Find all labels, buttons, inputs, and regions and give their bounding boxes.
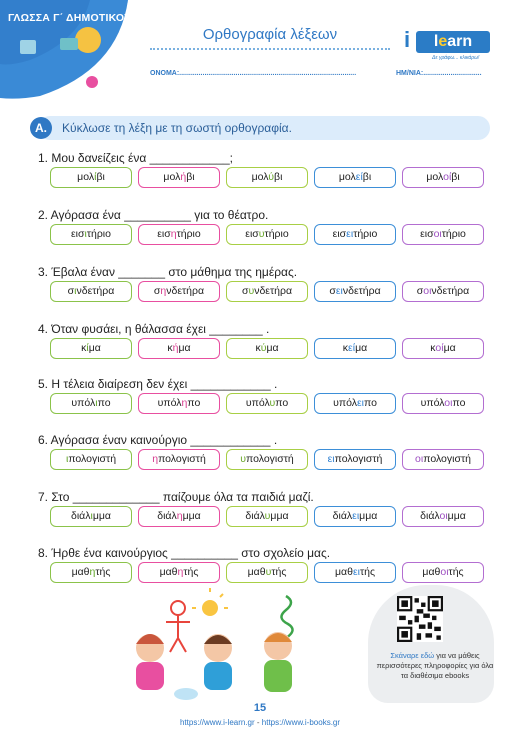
answer-option[interactable] [50, 449, 132, 470]
highlighted-letters: η [89, 566, 96, 578]
word-part: πο [275, 397, 289, 409]
answer-option[interactable] [314, 562, 396, 583]
name-field[interactable]: ΟΝΟΜΑ:........................................................................................... [150, 70, 357, 77]
word-part: πο [363, 397, 377, 409]
logo-letter-i: i [404, 27, 411, 52]
word-part: τήριο [86, 228, 111, 240]
word-part: τήριο [353, 228, 378, 240]
word-part: μολ [251, 171, 269, 183]
highlighted-letters: εί [348, 342, 356, 354]
highlighted-letters: οι [415, 453, 424, 465]
highlighted-letters: ή [180, 171, 187, 183]
word-part: μαθ [247, 566, 266, 578]
word-part: νδετήρα [431, 285, 470, 297]
word-part: διάλ [157, 510, 177, 522]
answer-option[interactable] [226, 393, 308, 414]
word-part: τήριο [264, 228, 289, 240]
answer-option[interactable] [50, 281, 132, 302]
footer-link-ibooks[interactable]: https://www.i-books.gr [261, 718, 341, 727]
word-part: τής [448, 566, 464, 578]
highlighted-letters: ί [86, 342, 89, 354]
answer-option[interactable] [314, 449, 396, 470]
question-text: 5. Η τέλεια διαίρεση δεν έχει ____________ . [38, 377, 278, 391]
answer-option[interactable] [314, 281, 396, 302]
logo-word: learn [416, 31, 490, 53]
answer-option[interactable] [138, 506, 220, 527]
word-part: μμα [447, 510, 466, 522]
word-part: σ [241, 285, 249, 297]
answer-option[interactable] [314, 393, 396, 414]
word-part: βι [362, 171, 372, 183]
word-part: εισ [157, 228, 171, 240]
word-part: νδετήρα [76, 285, 115, 297]
highlighted-letters: υ [264, 510, 271, 522]
word-part: μα [266, 342, 279, 354]
footer-links: https://www.i-learn.gr - https://www.i-books.gr [179, 718, 341, 727]
highlighted-letters: ί [94, 171, 97, 183]
word-part: υπόλ [71, 397, 96, 409]
word-part: μαθ [71, 566, 90, 578]
word-part: τής [359, 566, 376, 578]
highlighted-letters: οί [435, 342, 444, 354]
answer-option[interactable] [402, 167, 484, 188]
answer-option[interactable] [226, 506, 308, 527]
word-part: νδετήρα [166, 285, 205, 297]
word-part: νδετήρα [342, 285, 381, 297]
word-part: τής [95, 566, 111, 578]
question-text: 6. Αγόρασα έναν καινούργιο ____________ . [38, 433, 278, 447]
question-text: 2. Αγόρασα ένα __________ για το θέατρο. [38, 208, 269, 222]
word-part: πο [452, 397, 466, 409]
question-5 [38, 377, 488, 437]
section-letter: A. [30, 117, 52, 139]
question-2 [38, 208, 488, 268]
word-part: σ [67, 285, 75, 297]
question-text: 8. Ήρθε ένα καινούργιος __________ στο σχολείο μας. [38, 546, 331, 560]
word-part: κ [342, 342, 349, 354]
highlighted-letters: ι [84, 228, 87, 240]
question-text: 7. Στο _____________ παίζουμε όλα τα παιδιά μαζί. [38, 490, 314, 504]
question-7 [38, 490, 488, 550]
logo-tagline: Δε γράφω... κλικάρω! [432, 55, 480, 61]
answer-option[interactable] [226, 562, 308, 583]
highlighted-letters: υ [258, 228, 265, 240]
word-part: υπόλ [333, 397, 357, 409]
answer-option[interactable] [402, 224, 484, 245]
word-part: μμα [182, 510, 201, 522]
word-part: υπόλ [245, 397, 270, 409]
word-part: πολογιστή [246, 453, 294, 465]
highlighted-letters: ει [346, 228, 354, 240]
answer-option[interactable] [226, 224, 308, 245]
answer-option[interactable] [50, 393, 132, 414]
page-number: 15 [253, 702, 267, 714]
word-part: εισ [245, 228, 259, 240]
highlighted-letters: εί [355, 171, 363, 183]
word-part: κ [81, 342, 87, 354]
answer-option[interactable] [138, 338, 220, 359]
qr-code-icon[interactable] [397, 596, 443, 642]
highlighted-letters: η [170, 228, 177, 240]
answer-option[interactable] [138, 281, 220, 302]
question-4 [38, 322, 488, 382]
answer-option[interactable] [138, 224, 220, 245]
answer-option[interactable] [50, 506, 132, 527]
highlighted-letters: οι [439, 510, 448, 522]
word-part: μολ [163, 171, 181, 183]
word-part: διάλ [420, 510, 440, 522]
highlighted-letters: οι [444, 397, 453, 409]
answer-option[interactable] [226, 338, 308, 359]
answer-option[interactable] [138, 393, 220, 414]
word-part: κ [255, 342, 261, 354]
answer-option[interactable] [402, 393, 484, 414]
word-part: τής [183, 566, 199, 578]
answer-option[interactable] [138, 167, 220, 188]
answer-option[interactable] [50, 167, 132, 188]
highlighted-letters: υ [265, 566, 272, 578]
highlighted-letters: η [177, 566, 184, 578]
answer-option[interactable] [314, 167, 396, 188]
word-part: πολογιστή [158, 453, 206, 465]
highlighted-letters: ει [356, 397, 364, 409]
highlighted-letters: οι [433, 228, 442, 240]
highlighted-letters: η [176, 510, 183, 522]
answer-option[interactable] [314, 338, 396, 359]
highlighted-letters: ύ [260, 342, 267, 354]
answer-option[interactable] [138, 449, 220, 470]
answer-option[interactable] [314, 506, 396, 527]
word-part: σ [329, 285, 336, 297]
subject-label: ΓΛΩΣΣΑ Γ΄ ΔΗΜΟΤΙΚΟΥ [8, 12, 132, 24]
highlighted-letters: υ [240, 453, 247, 465]
word-part: βι [274, 171, 283, 183]
word-part: διάλ [70, 510, 91, 522]
question-6 [38, 433, 488, 493]
word-part: μα [88, 342, 101, 354]
highlighted-letters: η [160, 285, 167, 297]
title-underline [150, 48, 390, 50]
question-3 [38, 265, 488, 325]
highlighted-letters: οι [423, 285, 432, 297]
highlighted-letters: ει [327, 453, 335, 465]
word-part: υπόλ [420, 397, 445, 409]
ilearn-logo [404, 27, 494, 63]
word-part: μα [178, 342, 191, 354]
word-part: πολογιστή [423, 453, 471, 465]
word-part: εισ [71, 228, 85, 240]
highlighted-letters: οί [443, 171, 452, 183]
word-part: κ [167, 342, 173, 354]
answer-option[interactable] [402, 338, 484, 359]
answer-option[interactable] [226, 281, 308, 302]
word-part: διάλ [245, 510, 265, 522]
answer-option[interactable] [314, 224, 396, 245]
word-part: μμα [270, 510, 289, 522]
word-part: μα [443, 342, 456, 354]
answer-option[interactable] [402, 281, 484, 302]
question-text: 1. Μου δανείζεις ένα ____________; [38, 151, 234, 165]
word-part: μμα [359, 510, 378, 522]
answer-option[interactable] [226, 449, 308, 470]
word-part: τής [271, 566, 287, 578]
word-part: μαθ [334, 566, 353, 578]
word-part: βι [186, 171, 195, 183]
word-part: υπόλ [157, 397, 182, 409]
highlighted-letters: ει [352, 566, 360, 578]
word-part: πολογιστή [334, 453, 383, 465]
page-title: Ορθογραφία λέξεων [202, 26, 338, 43]
highlighted-letters: οι [440, 566, 449, 578]
word-part: μολ [426, 171, 444, 183]
highlighted-letters: ει [335, 285, 343, 297]
answer-option[interactable] [50, 562, 132, 583]
answer-option[interactable] [402, 506, 484, 527]
highlighted-letters: ει [352, 510, 360, 522]
highlighted-letters: η [181, 397, 188, 409]
question-text: 4. Όταν φυσάει, η θάλασσα έχει ________ . [38, 322, 270, 336]
answer-option[interactable] [402, 449, 484, 470]
word-part: πο [187, 397, 201, 409]
instruction-text: Κύκλωσε τη λέξη με τη σωστή ορθογραφία. [62, 121, 292, 135]
word-part: σ [416, 285, 424, 297]
highlighted-letters: ή [172, 342, 179, 354]
highlighted-letters: ι [65, 453, 69, 465]
highlighted-letters: ι [95, 397, 98, 409]
word-part: βι [451, 171, 460, 183]
word-part: τήριο [441, 228, 466, 240]
word-part: διάλ [332, 510, 353, 522]
word-part: νδετήρα [254, 285, 293, 297]
footer-link-ilearn[interactable]: https://www.i-learn.gr [179, 718, 255, 727]
highlighted-letters: ι [74, 285, 77, 297]
highlighted-letters: η [152, 453, 159, 465]
word-part: μολ [77, 171, 95, 183]
highlighted-letters: υ [269, 397, 276, 409]
word-part: μαθ [159, 566, 178, 578]
highlighted-letters: ι [90, 510, 93, 522]
highlighted-letters: ύ [268, 171, 275, 183]
answer-option[interactable] [50, 338, 132, 359]
word-part: μαθ [422, 566, 441, 578]
word-part: μα [355, 342, 368, 354]
word-part: κ [430, 342, 436, 354]
word-part: μολ [338, 171, 356, 183]
answer-option[interactable] [402, 562, 484, 583]
question-1 [38, 151, 488, 211]
qr-caption: Σκάναρε εδώ για να μάθεις περισσότερες πληροφορίες για όλα τα διαθέσιμα ebooks [376, 651, 494, 680]
date-field[interactable]: ΗΜ/ΝΙΑ:.............................. [396, 70, 482, 77]
question-text: 3. Έβαλα έναν _______ στο μάθημα της ημέρας. [38, 265, 298, 279]
answer-option[interactable] [226, 167, 308, 188]
word-part: εισ [420, 228, 434, 240]
word-part: βι [96, 171, 105, 183]
word-part: πο [97, 397, 111, 409]
word-part: πολογιστή [68, 453, 117, 465]
answer-option[interactable] [50, 224, 132, 245]
word-part: σ [153, 285, 161, 297]
word-part: εισ [332, 228, 347, 240]
scan-here-link[interactable]: Σκάναρε εδώ [390, 651, 435, 660]
word-part: τήριο [176, 228, 201, 240]
highlighted-letters: υ [248, 285, 255, 297]
kids-illustration-icon [90, 588, 330, 703]
word-part: μμα [92, 510, 111, 522]
answer-option[interactable] [138, 562, 220, 583]
